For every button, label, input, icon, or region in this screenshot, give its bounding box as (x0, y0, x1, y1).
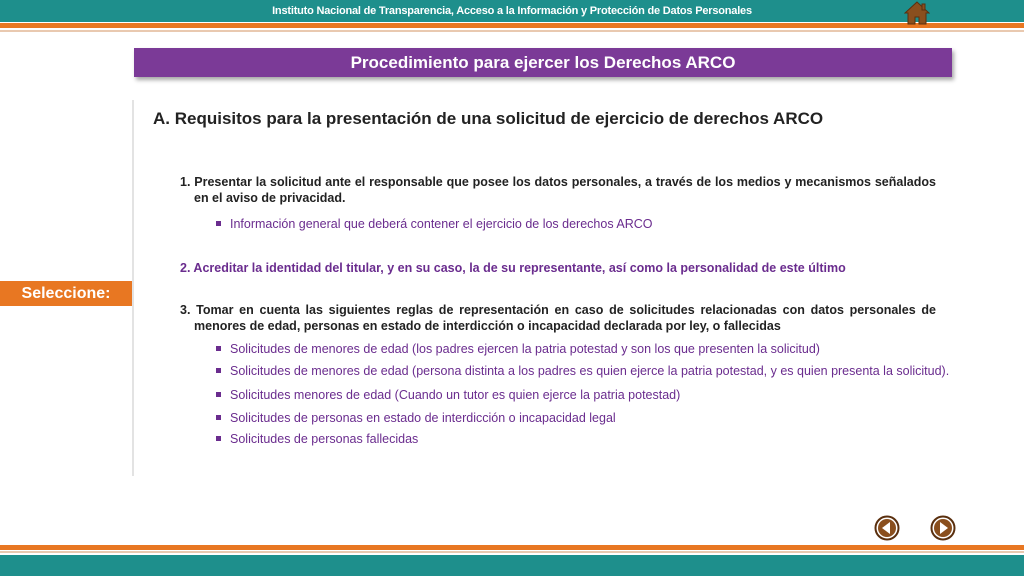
footer-thin-line (0, 551, 1024, 553)
arrow-left-icon[interactable] (874, 515, 900, 541)
link-label: Solicitudes de personas en estado de interdicción o incapacidad legal (230, 411, 616, 425)
footer-bar (0, 555, 1024, 576)
requirement-3-link-minors-tutor[interactable] (216, 387, 680, 403)
requirement-2-link[interactable]: 2. Acreditar la identidad del titular, y en su caso, la de su representante, así como la personalidad de este último (180, 261, 846, 275)
bullet-square-icon (216, 436, 221, 441)
section-heading: A. Requisitos para la presentación de una solicitud de ejercicio de derechos ARCO (153, 109, 824, 128)
link-label: Solicitudes de personas fallecidas (230, 432, 419, 446)
link-label: Solicitudes menores de edad (Cuando un tutor es quien ejerce la patria potestad) (230, 388, 681, 402)
requirement-1: 1. Presentar la solicitud ante el responsable que posee los datos personales, a través de los medios y mecanismos señalados en el aviso de privacidad. (180, 175, 936, 205)
requirement-1-link-general-info[interactable] (216, 216, 652, 232)
page-title: Procedimiento para ejercer los Derechos ARCO (134, 48, 952, 77)
requirement-3-link-deceased[interactable] (216, 431, 418, 447)
select-button[interactable]: Seleccione: (0, 281, 132, 306)
bullet-square-icon (216, 346, 221, 351)
header-accent-line (0, 23, 1024, 28)
bullet-square-icon (216, 415, 221, 420)
requirement-3-link-interdiction[interactable] (216, 410, 616, 426)
institution-name: Instituto Nacional de Transparencia, Acceso a la Información y Protección de Datos Personales (272, 5, 752, 17)
header-thin-line (0, 30, 1024, 32)
content-divider (132, 100, 134, 476)
link-label: Información general que deberá contener el ejercicio de los derechos ARCO (230, 217, 653, 231)
bullet-square-icon (216, 392, 221, 397)
requirement-3-link-minors-parents[interactable] (216, 341, 820, 357)
requirement-3: 3. Tomar en cuenta las siguientes reglas de representación en caso de solicitudes relacionadas con datos personales de menores de edad, personas en estado de interdicción o incapacidad declarada por ley, o fallecidas (180, 303, 936, 333)
link-label: Solicitudes de menores de edad (persona distinta a los padres es quien ejerce la patria potestad, y es quien presenta la solicitud). (230, 364, 950, 378)
footer-accent-line (0, 545, 1024, 550)
home-icon[interactable] (904, 0, 930, 26)
requirement-3-link-minors-other-person[interactable] (216, 363, 949, 379)
link-label: Solicitudes de menores de edad (los padres ejercen la patria potestad y son los que presenten la solicitud) (230, 342, 820, 356)
bullet-square-icon (216, 368, 221, 373)
bullet-square-icon (216, 221, 221, 226)
arrow-right-icon[interactable] (930, 515, 956, 541)
